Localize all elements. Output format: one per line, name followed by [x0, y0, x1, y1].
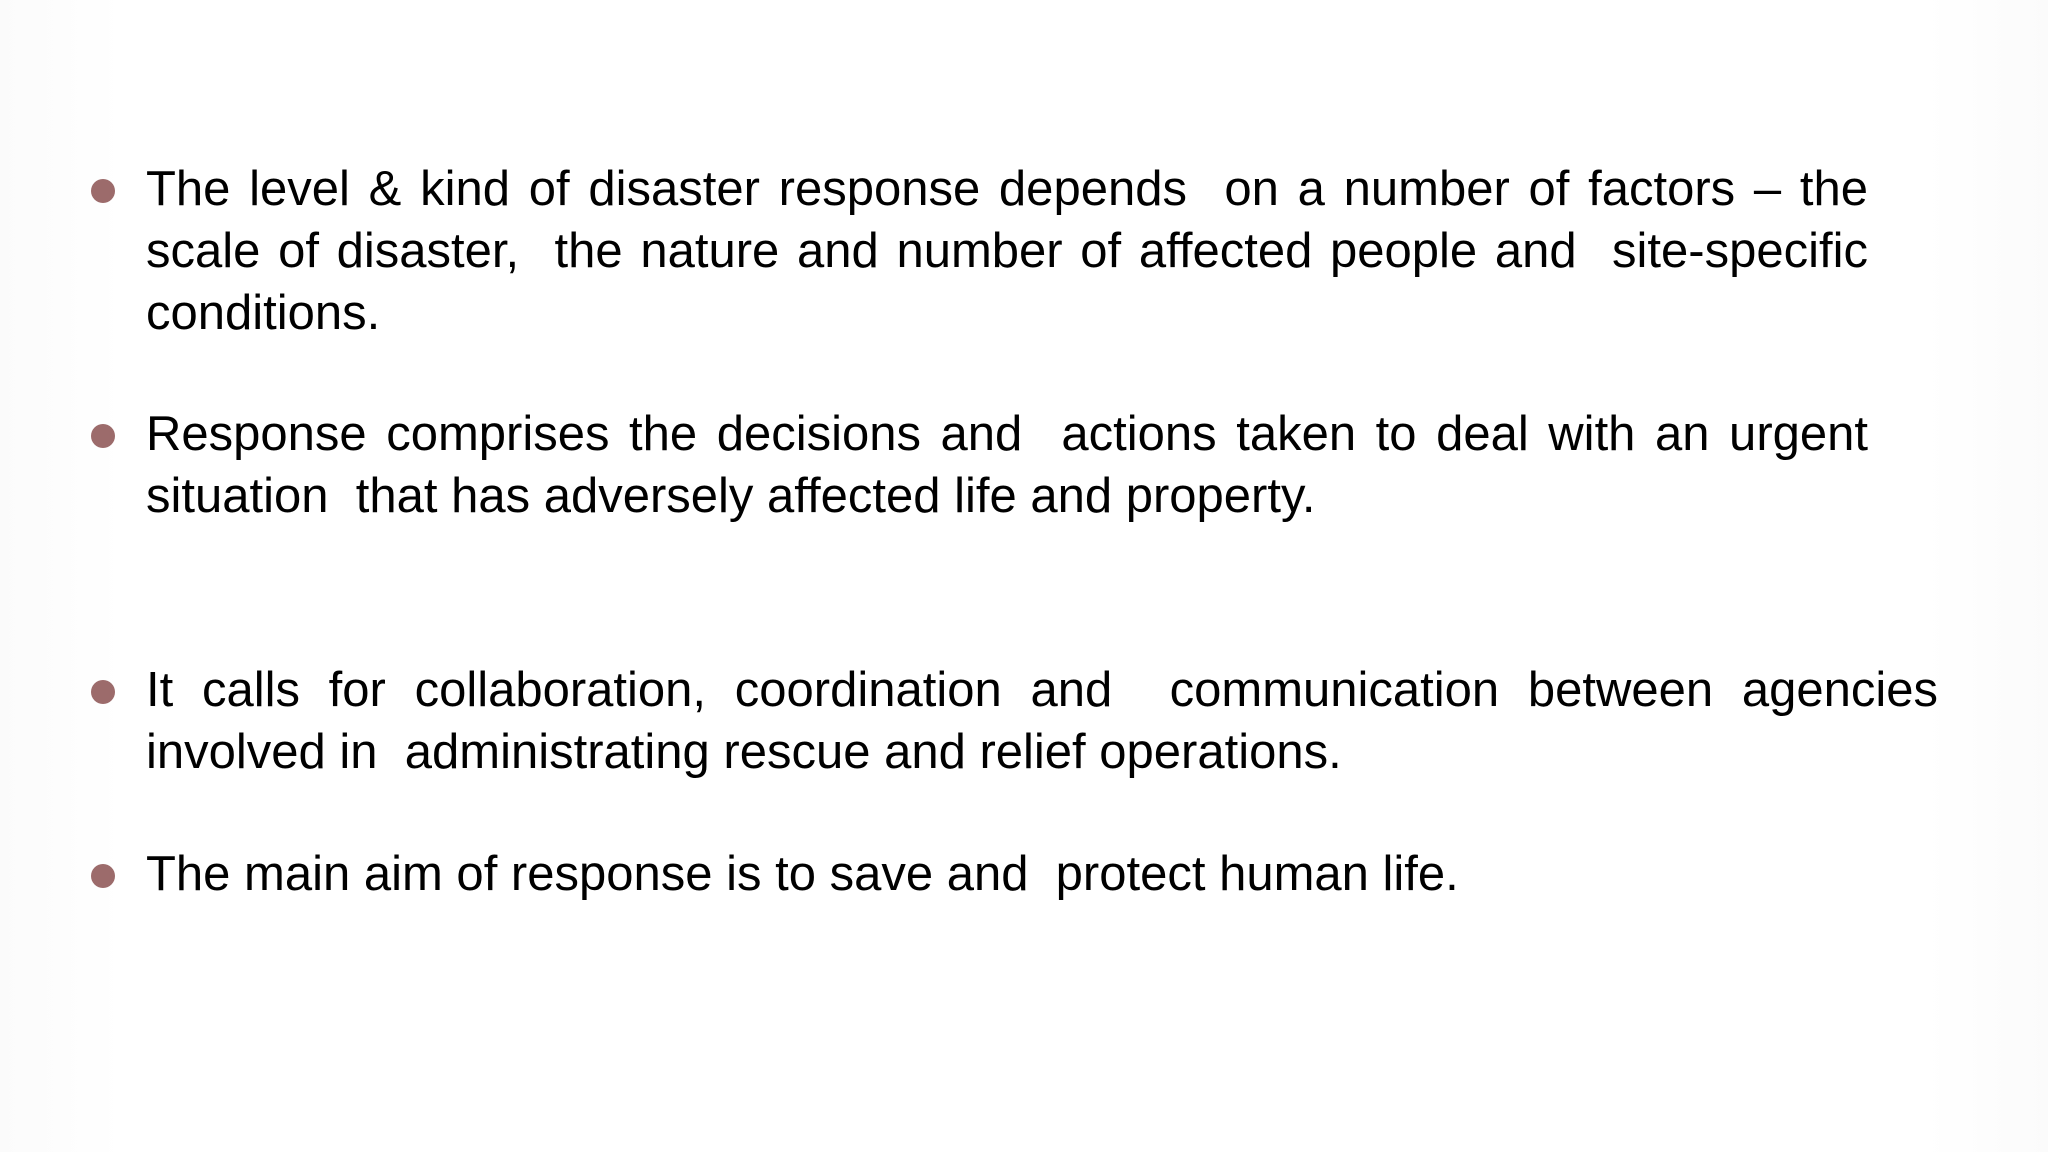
bullet-item-response-definition: [146, 403, 1882, 527]
bullet-text: It calls for collaboration, coordination and communication between agencies involved in administrating rescue and relief operations.: [146, 663, 1952, 779]
bullet-item-collaboration: [146, 659, 1952, 783]
bullet-item-response-factors: [146, 158, 1882, 344]
bullet-dot-icon: [91, 680, 115, 704]
bullet-dot-icon: [91, 424, 115, 448]
bullet-text: The main aim of response is to save and protect human life.: [146, 847, 1459, 901]
bullet-item-main-aim: [146, 843, 1938, 905]
bullet-text: The level & kind of disaster response depends on a number of factors – the scale of disaster, the nature and number of affected people and site-specific conditions.: [146, 162, 1882, 340]
bullet-dot-icon: [91, 864, 115, 888]
bullet-dot-icon: [91, 179, 115, 203]
bullet-text: Response comprises the decisions and actions taken to deal with an urgent situation that has adversely affected life and property.: [146, 407, 1882, 523]
